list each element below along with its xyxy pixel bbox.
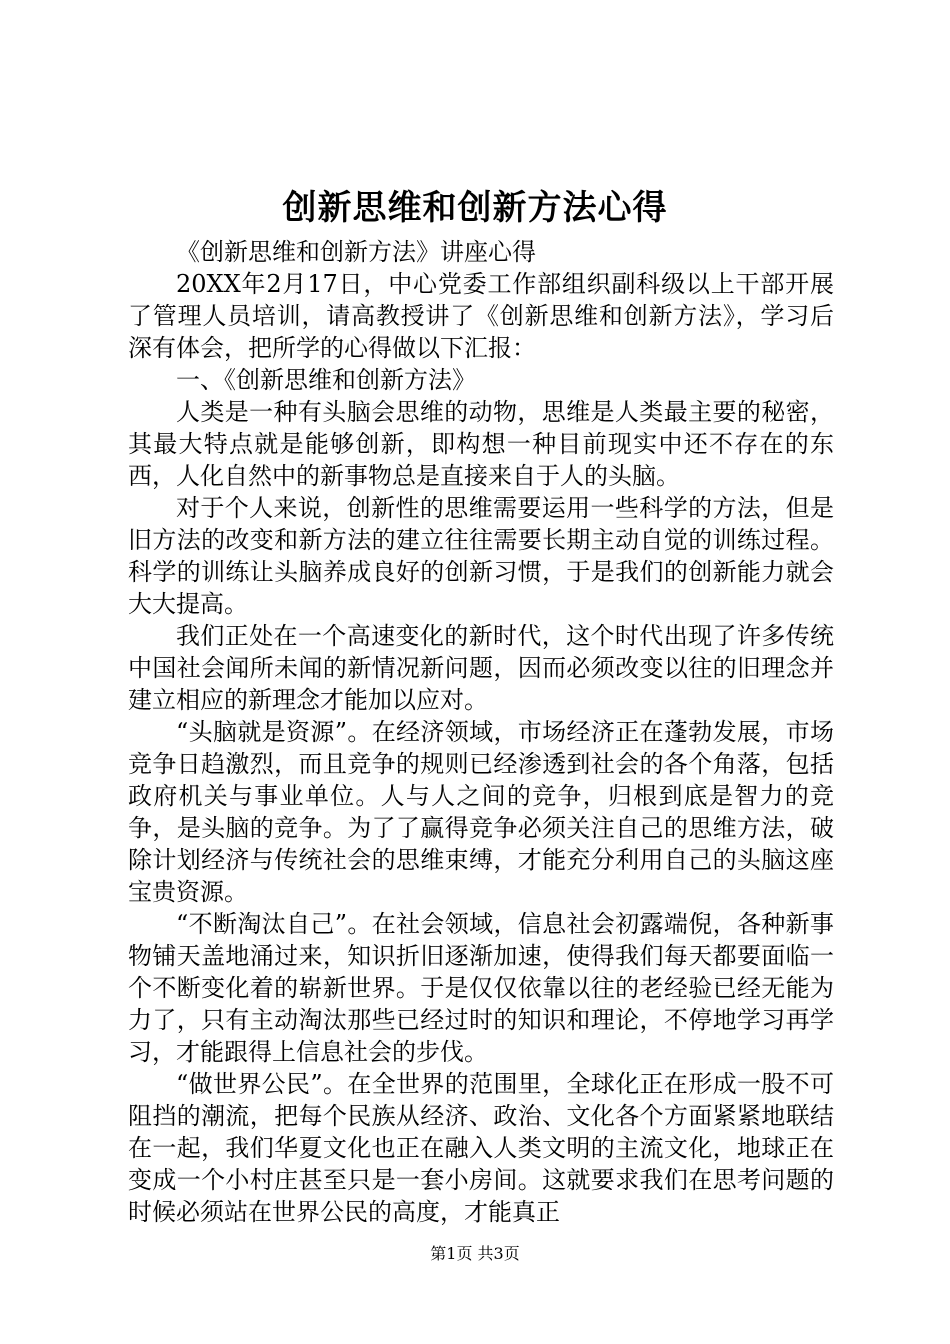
document-title: 创新思维和创新方法心得 xyxy=(282,188,668,228)
paragraph: “不断淘汰自己”。在社会领域，信息社会初露端倪，各种新事物铺天盖地涌过来，知识折旧逐渐加速，使得我们每天都要面临一个不断变化着的崭新世界。于是仅仅依靠以往的老经验已经无能为力了，只有主动淘汰那些已经过时的知识和理论，不停地学习再学习，才能跟得上信息社会的步伐。 xyxy=(128,910,834,1066)
paragraph: 对于个人来说，创新性的思维需要运用一些科学的方法，但是旧方法的改变和新方法的建立往往需要长期主动自觉的训练过程。科学的训练让头脑养成良好的创新习惯，于是我们的创新能力就会大大提高。 xyxy=(128,494,834,618)
section-heading: 一、《创新思维和创新方法》 xyxy=(176,366,476,394)
paragraph: “做世界公民”。在全世界的范围里，全球化正在形成一股不可阻挡的潮流，把每个民族从经济、政治、文化各个方面紧紧地联结在一起，我们华夏文化也正在融入人类文明的主流文化，地球正在变成一个小村庄甚至只是一套小房间。这就要求我们在思考问题的时候必须站在世界公民的高度，才能真正 xyxy=(128,1070,834,1226)
paragraph-subtitle: 《创新思维和创新方法》讲座心得 xyxy=(176,238,536,266)
paragraph: 人类是一种有头脑会思维的动物，思维是人类最主要的秘密，其最大特点就是能够创新，即构想一种目前现实中还不存在的东西，人化自然中的新事物总是直接来自于人的头脑。 xyxy=(128,398,834,490)
paragraph: 我们正处在一个高速变化的新时代，这个时代出现了许多传统中国社会闻所未闻的新情况新问题，因而必须改变以往的旧理念并建立相应的新理念才能加以应对。 xyxy=(128,622,834,714)
document-body xyxy=(128,236,834,1228)
page-footer: 第1页 共3页 xyxy=(430,1244,520,1263)
paragraph-intro: 20XX年2月17日，中心党委工作部组织副科级以上干部开展了管理人员培训，请高教授讲了《创新思维和创新方法》，学习后深有体会，把所学的心得做以下汇报： xyxy=(128,270,834,362)
paragraph: “头脑就是资源”。在经济领域，市场经济正在蓬勃发展，市场竞争日趋激烈，而且竞争的规则已经渗透到社会的各个角落，包括政府机关与事业单位。人与人之间的竞争，归根到底是智力的竞争，是头脑的竞争。为了了赢得竞争必须关注自己的思维方法，破除计划经济与传统社会的思维束缚，才能充分利用自己的头脑这座宝贵资源。 xyxy=(128,718,834,906)
